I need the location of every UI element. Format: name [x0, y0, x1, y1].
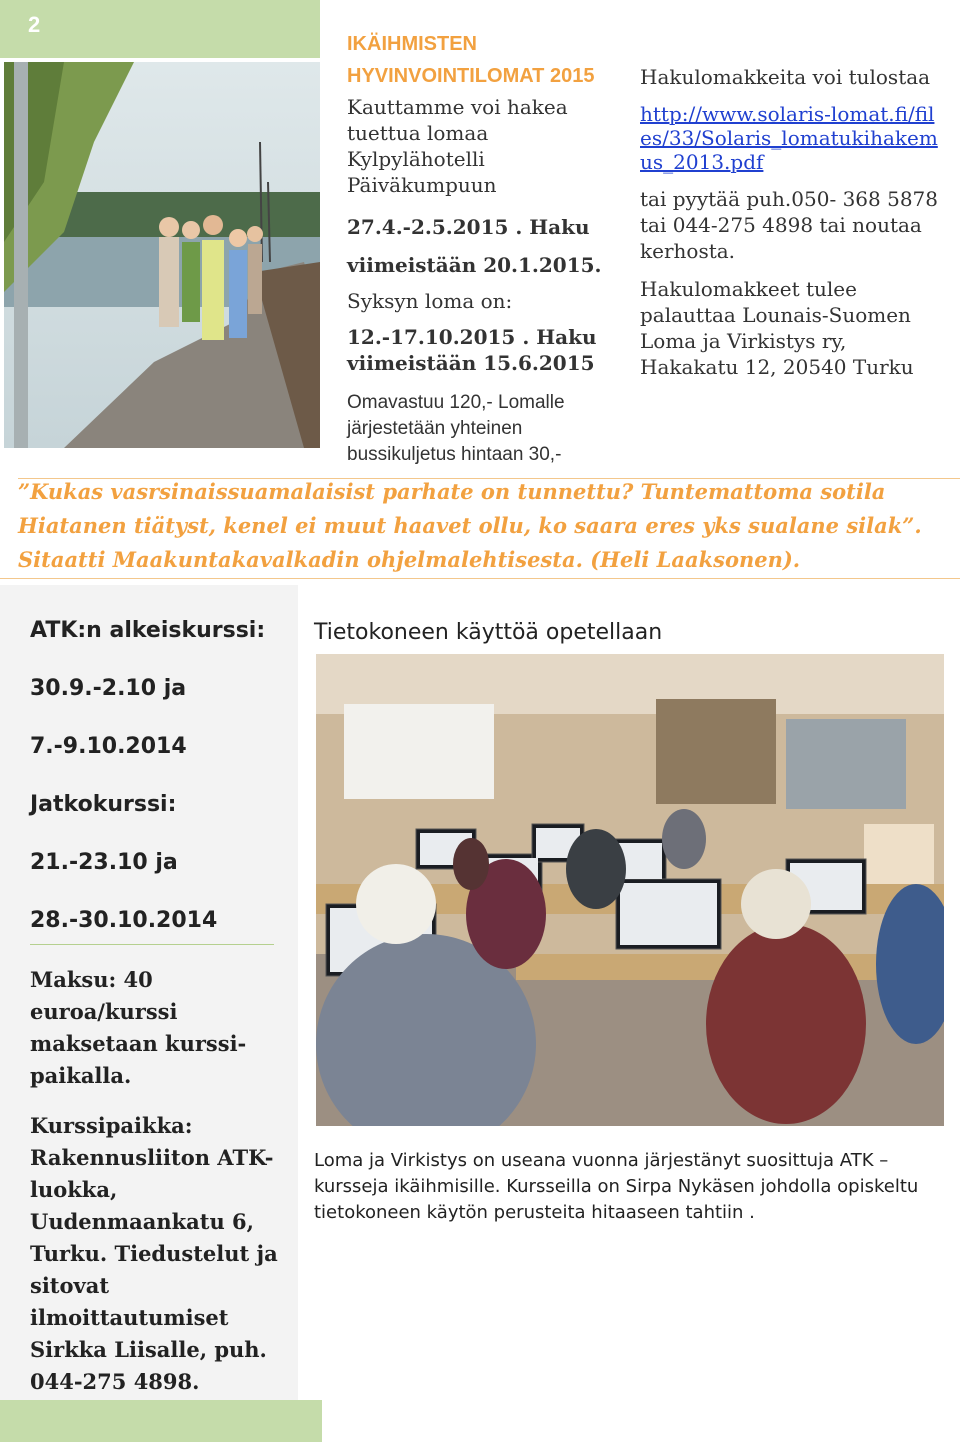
vacation-section	[347, 28, 617, 468]
page-header-tab	[0, 0, 320, 58]
forms-print-text: Hakulomakkeita voi tulostaa	[640, 65, 931, 89]
vacation-dates-autumn: 12.-17.10.2015 . Haku viimeistään 15.6.2015	[347, 325, 597, 375]
quote-bottom-divider	[0, 578, 960, 579]
vacation-title: IKÄIHMISTEN HYVINVOINTILOMAT 2015	[347, 33, 595, 87]
course-date-d: 28.-30.10.2014	[30, 908, 218, 933]
page-footer-tab	[0, 1400, 322, 1442]
continuation-heading: Jatkokurssi:	[30, 792, 177, 817]
article-caption: Loma ja Virkistys on useana vuonna järjestänyt suosittuja ATK –kursseja ikäihmisille. Kursseilla on Sirpa Nykäsen johdolla opiskeltu tietokoneen käytön perusteita hitaaseen tahtiin .	[314, 1150, 919, 1223]
vacation-dates-spring: 27.4.-2.5.2015 . Haku viimeistään 20.1.2015.	[347, 215, 602, 277]
course-place: Kurssipaikka: Rakennusliiton ATK-luokka, Uudenmaankatu 6, Turku. Tiedustelut ja sitovat ilmoittautumiset Sirkka Liisalle, puh. 044-275 4898.	[30, 1113, 278, 1394]
computer-class-photo	[316, 654, 944, 1126]
course-divider	[30, 944, 274, 945]
vacation-autumn-label: Syksyn loma on:	[347, 289, 513, 313]
course-fee: Maksu: 40 euroa/kurssi maksetaan kurssi-paikalla.	[30, 967, 247, 1088]
forms-return-text: Hakulomakkeet tulee palauttaa Lounais-Suomen Loma ja Virkistys ry, Hakakatu 12, 20540 Turku	[640, 277, 914, 379]
course-date-a: 30.9.-2.10 ja	[30, 676, 187, 701]
vacation-cost: Omavastuu 120,- Lomalle järjestetään yhteinen bussikuljetus hintaan 30,-	[347, 392, 565, 465]
quote-text: ”Kukas vasrsinaissuamalaisist parhate on tunnettu? Tuntemattoma sotila Hiatanen tiätyst, kenel ei muut haavet ollu, ko saara eres yks sualane silak”. Sitaatti Maakuntakavalkadin ohjelmalehtisesta. (Heli Laaksonen).	[18, 479, 922, 572]
forms-phone-text: tai pyytää puh.050- 368 5878 tai 044-275 4898 tai noutaa kerhosta.	[640, 187, 938, 263]
course-date-c: 21.-23.10 ja	[30, 850, 178, 875]
application-forms-section	[640, 64, 945, 380]
vacation-intro: Kauttamme voi hakea tuettua lomaa Kylpylähotelli Päiväkumpuun	[347, 95, 568, 197]
page-number: 2	[28, 12, 41, 37]
lakeside-group-photo	[4, 62, 320, 448]
article-title: Tietokoneen käyttöä opetellaan	[314, 620, 663, 645]
forms-url-link[interactable]: http://www.solaris-lomat.fi/files/33/Solaris_lomatukihakemus_2013.pdf	[640, 102, 938, 174]
course-heading: ATK:n alkeiskurssi:	[30, 618, 266, 643]
course-date-b: 7.-9.10.2014	[30, 734, 187, 759]
